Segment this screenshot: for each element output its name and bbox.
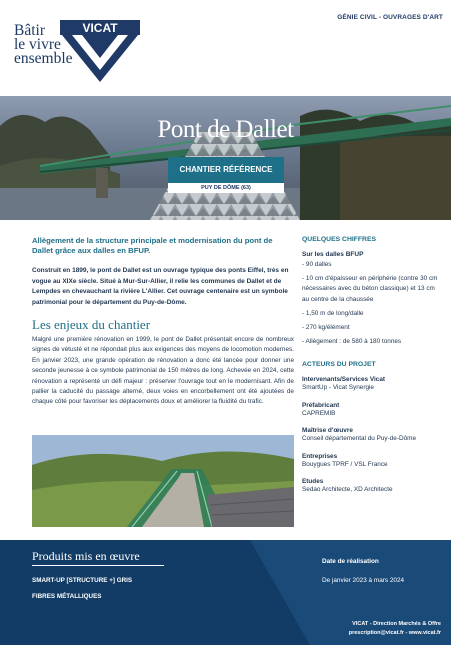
brand-name: VICAT xyxy=(82,21,118,35)
figures-heading: QUELQUES CHIFFRES xyxy=(302,236,377,243)
date-label: Date de réalisation xyxy=(322,558,379,565)
credit xyxy=(349,620,441,638)
actor-item xyxy=(302,453,442,470)
slogan-line: ensemble xyxy=(14,50,73,67)
figure-item: - 1,50 m de long/dalle xyxy=(302,309,364,317)
location-tag: PUY DE DÔME (63) xyxy=(168,183,284,193)
actor-label: Préfabricant xyxy=(302,401,340,409)
actor-value: Bouygues TPRF / VSL France xyxy=(302,460,388,468)
slogan-line: Bâtir xyxy=(14,22,45,39)
actor-value: Conseil départemental du Puy-de-Dôme xyxy=(302,435,417,443)
page-title: Pont de Dallet xyxy=(157,116,294,143)
body-text: Malgré une première rénovation en 1999, le pont de Dallet présentait encore de nombreux signes de vétusté et ne répondait plus aux exigences des moyens de locomotion modernes. En janvier 2023, une grande opération de rénovation a donc été lancée pour donner une seconde jeunesse à ce symbole patrimonial de 150 mètres de long. Achevée en 2024, cette rénovation a représenté un défi majeur : préserver l'ouvrage tout en le modernisant. Afin de pallier la caducité du passage alterné, deux voies en encorbellement ont été ajoutées de chaque côté pour favoriser les déplacements doux et améliorer la fluidité du trafic. xyxy=(32,336,294,406)
date-value: De janvier 2023 à mars 2024 xyxy=(322,577,405,584)
actor-label: Entreprises xyxy=(302,452,338,460)
actor-label: Etudes xyxy=(302,478,324,486)
hero-photo xyxy=(0,96,451,220)
actor-label: Intervenants/Services Vicat xyxy=(302,376,386,384)
header xyxy=(0,0,451,96)
product-item: FIBRES MÉTALLIQUES xyxy=(32,593,102,600)
category-label: GÉNIE CIVIL - OUVRAGES D'ART xyxy=(337,14,443,21)
product-item: SMART-UP [STRUCTURE +] GRIS xyxy=(32,577,133,584)
figure-item: - Allègement : de 580 à 180 tonnes xyxy=(302,338,402,346)
deck-illustration xyxy=(32,435,294,527)
actor-item xyxy=(302,478,442,495)
divider xyxy=(32,565,164,566)
section-title: Les enjeux du chantier xyxy=(32,317,151,332)
actor-item xyxy=(302,376,442,393)
actor-value: SmartUp - Vicat Synergie xyxy=(302,384,374,392)
actor-item xyxy=(302,427,442,444)
contact-link[interactable]: prescription@vicat.fr - www.vicat.fr xyxy=(348,630,441,636)
actor-label: Maîtrise d'œuvre xyxy=(302,427,353,435)
intro-text: Construit en 1899, le pont de Dallet est un ouvrage typique des ponts Eiffel, très en vogue au XIXe siècle. Situé à Mur-Sur-Allier, il relie les communes de Dallet et de Lempdes en chevauchant la rivière L'Allier. Cet ouvrage centenaire est un symbole patrimonial pour le département du Puy-de-Dôme. xyxy=(32,267,289,306)
footer xyxy=(0,540,451,645)
actor-item xyxy=(302,402,442,419)
figure-item: - 90 dalles xyxy=(302,261,332,268)
figure-item: - 270 kg/élément xyxy=(302,324,350,332)
credit-line: VICAT - Direction Marchés & Offre xyxy=(352,621,441,627)
figures-subheading: Sur les dalles BFUP xyxy=(302,251,364,258)
sidebar xyxy=(302,236,442,504)
lead-text: Allègement de la structure principale et modernisation du pont de Dallet grâce aux dalles en BFUP. xyxy=(32,236,273,255)
products-title: Produits mis en œuvre xyxy=(32,549,140,563)
actor-value: Sedao Architecte, XD Architecte xyxy=(302,486,393,494)
bridge-deck-photo xyxy=(32,435,294,527)
actors-heading: ACTEURS DU PROJET xyxy=(302,361,376,369)
figure-item: - 10 cm d'épaisseur en périphérie (contre 30 cm nécessaires avec du béton classique) et 13 cm au centre de la chaussée xyxy=(302,275,438,303)
vicat-logo xyxy=(60,20,140,82)
actor-value: CAPREMIB xyxy=(302,409,336,417)
slogan-line: le vivre xyxy=(14,36,61,53)
reference-badge: CHANTIER RÉFÉRENCE xyxy=(168,157,284,183)
